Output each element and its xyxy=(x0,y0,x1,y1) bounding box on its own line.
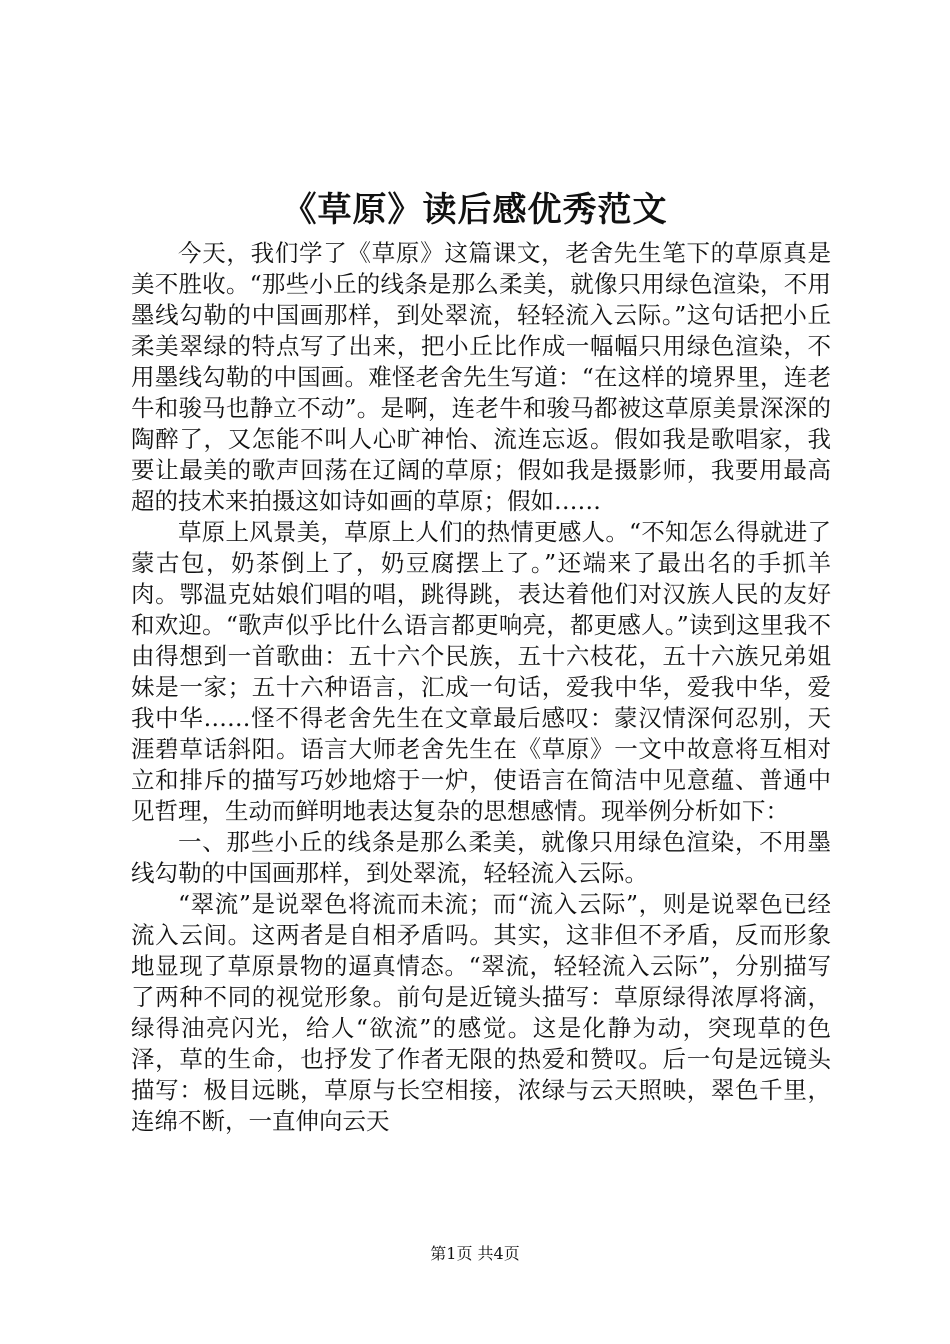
paragraph-4: “翠流”是说翠色将流而未流；而“流入云际”，则是说翠色已经流入云间。这两者是自相矛盾吗。其实，这非但不矛盾，反而形象地显现了草原景物的逼真情态。“翠流，轻轻流入云际”，分别描写了两种不同的视觉形象。前句是近镜头描写：草原绿得浓厚将滴，绿得油亮闪光，给人“欲流”的感觉。这是化静为动，突现草的色泽，草的生命，也抒发了作者无限的热爱和赞叹。后一句是远镜头描写：极目远眺，草原与长空相接，浓绿与云天照映，翠色千里，连绵不断，一直伸向云天 xyxy=(131,890,831,1135)
document-body xyxy=(131,238,831,1137)
paragraph-3: 一、那些小丘的线条是那么柔美，就像只用绿色渲染，不用墨线勾勒的中国画那样，到处翠流，轻轻流入云际。 xyxy=(131,828,831,887)
paragraph-1: 今天，我们学了《草原》这篇课文，老舍先生笔下的草原真是美不胜收。“那些小丘的线条是那么柔美，就像只用绿色渲染，不用墨线勾勒的中国画那样，到处翠流，轻轻流入云际。”这句话把小丘柔美翠绿的特点写了出来，把小丘比作成一幅幅只用绿色渲染，不用墨线勾勒的中国画。难怪老舍先生写道：“在这样的境界里，连老牛和骏马也静立不动”。是啊，连老牛和骏马都被这草原美景深深的陶醉了，又怎能不叫人心旷神怡、流连忘返。假如我是歌唱家，我要让最美的歌声回荡在辽阔的草原；假如我是摄影师，我要用最高超的技术来拍摄这如诗如画的草原；假如…… xyxy=(131,239,831,515)
paragraph-2: 草原上风景美，草原上人们的热情更感人。“不知怎么得就进了蒙古包，奶茶倒上了，奶豆腐摆上了。”还端来了最出名的手抓羊肉。鄂温克姑娘们唱的唱，跳得跳，表达着他们对汉族人民的友好和欢迎。“歌声似乎比什么语言都更响亮，都更感人。”读到这里我不由得想到一首歌曲：五十六个民族，五十六枝花，五十六族兄弟姐妹是一家；五十六种语言，汇成一句话，爱我中华，爱我中华，爱我中华……怪不得老舍先生在文章最后感叹：蒙汉情深何忍别，天涯碧草话斜阳。语言大师老舍先生在《草原》一文中故意将互相对立和排斥的描写巧妙地熔于一炉，使语言在简洁中见意蕴、普通中见哲理，生动而鲜明地表达复杂的思想感情。现举例分析如下： xyxy=(131,518,831,825)
document-title: 《草原》读后感优秀范文 xyxy=(282,190,668,230)
page-number-footer: 第1页 共4页 xyxy=(430,1244,520,1263)
